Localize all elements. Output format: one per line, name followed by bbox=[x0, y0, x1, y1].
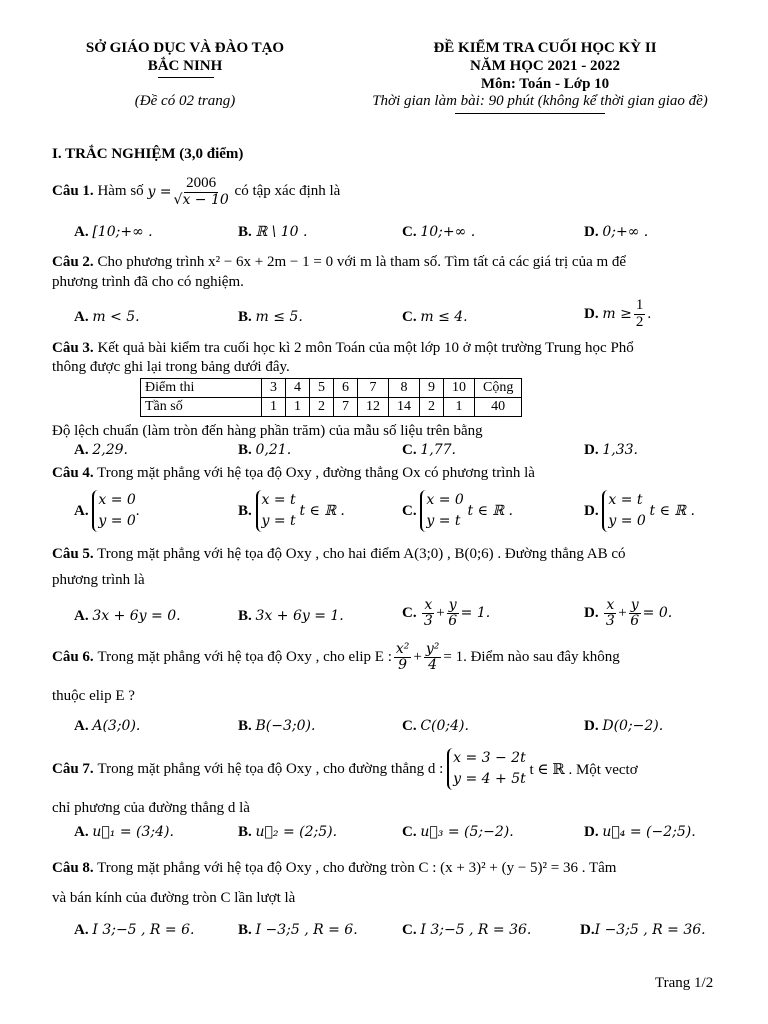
section-title: I. TRẮC NGHIỆM (3,0 điểm) bbox=[52, 146, 244, 162]
option-label: D. bbox=[584, 442, 599, 458]
option-value: ℝ \ 10 . bbox=[255, 224, 308, 240]
numerator: x bbox=[424, 597, 433, 613]
option-d[interactable] bbox=[584, 442, 638, 459]
option-label: C. bbox=[402, 604, 417, 621]
option-c[interactable] bbox=[402, 922, 531, 939]
option-label: A. bbox=[74, 608, 89, 624]
math-y: y = bbox=[147, 183, 172, 200]
question-label: Câu 3. bbox=[52, 340, 94, 356]
numerator: 1 bbox=[635, 297, 644, 313]
question-3 bbox=[52, 340, 634, 357]
question-text-cont: chỉ phương của đường thẳng d là bbox=[52, 800, 250, 816]
option-d[interactable] bbox=[584, 824, 696, 841]
option-label: A. bbox=[74, 718, 89, 734]
equation-line: x = 0 bbox=[426, 492, 464, 508]
option-value: u⃗₁ = (3;4). bbox=[92, 824, 174, 840]
table-cell: 2 bbox=[420, 398, 444, 417]
question-text-cont: và bán kính của đường tròn C lần lượt là bbox=[52, 890, 296, 906]
denominator: 4 bbox=[428, 656, 438, 673]
denominator: 6 bbox=[448, 612, 458, 629]
equation-line: x = 0 bbox=[98, 492, 136, 508]
question-4 bbox=[52, 465, 535, 482]
denominator: 9 bbox=[398, 656, 408, 673]
table-cell: 8 bbox=[389, 379, 420, 398]
option-a[interactable] bbox=[74, 309, 140, 326]
question-label: Câu 7. bbox=[52, 760, 94, 777]
question-label: Câu 6. bbox=[52, 648, 94, 665]
option-value: 10;+∞ . bbox=[420, 224, 476, 240]
option-label: D. bbox=[584, 224, 599, 240]
page-count-note: (Đề có 02 trang) bbox=[134, 93, 236, 109]
fraction bbox=[394, 642, 412, 672]
equation-system bbox=[602, 490, 645, 532]
option-b[interactable] bbox=[238, 608, 344, 625]
option-value: I 3;−5 , R = 36. bbox=[420, 922, 532, 938]
option-label: A. bbox=[74, 224, 89, 240]
parameter-domain: t ∈ ℝ . bbox=[649, 503, 695, 519]
option-label: A. bbox=[74, 309, 89, 325]
option-value: m < 5. bbox=[92, 309, 140, 325]
equation-system bbox=[256, 490, 296, 532]
option-label: C. bbox=[402, 442, 417, 458]
option-value: 3x + 6y = 1. bbox=[255, 608, 344, 624]
numerator: y bbox=[448, 597, 457, 613]
option-value: u⃗₂ = (2;5). bbox=[255, 824, 338, 840]
numerator: 2006 bbox=[186, 175, 217, 191]
option-d[interactable] bbox=[580, 922, 706, 939]
option-label: B. bbox=[238, 922, 252, 938]
option-label: B. bbox=[238, 309, 252, 325]
question-2 bbox=[52, 254, 626, 271]
option-label: B. bbox=[238, 442, 252, 458]
department-name: SỞ GIÁO DỤC VÀ ĐÀO TẠO bbox=[85, 40, 285, 56]
option-value: B(−3;0). bbox=[255, 718, 316, 734]
option-a[interactable] bbox=[74, 718, 140, 735]
option-c[interactable] bbox=[402, 309, 468, 326]
table-cell: 14 bbox=[389, 398, 420, 417]
option-c[interactable] bbox=[402, 824, 514, 841]
option-value: 1,33. bbox=[602, 442, 638, 458]
header-underline-right bbox=[455, 113, 605, 114]
numerator: y² bbox=[425, 641, 440, 657]
option-value: 1,77. bbox=[420, 442, 456, 458]
option-label: A. bbox=[74, 824, 89, 840]
option-value: I −3;5 , R = 36. bbox=[594, 922, 706, 938]
question-7 bbox=[52, 748, 638, 790]
denominator: 3 bbox=[605, 612, 615, 629]
table-cell: 4 bbox=[286, 379, 310, 398]
equation-line: y = t bbox=[426, 513, 461, 529]
fraction bbox=[604, 598, 616, 628]
question-label: Câu 4. bbox=[52, 465, 94, 481]
option-value: 2,29. bbox=[92, 442, 128, 458]
question-text: Trong mặt phẳng với hệ tọa độ Oxy , cho đường tròn C : (x + 3)² + (y − 5)² = 36 . Tâm bbox=[97, 860, 617, 876]
exam-title: ĐỀ KIỂM TRA CUỐI HỌC KỲ II bbox=[433, 40, 657, 56]
option-b[interactable] bbox=[238, 718, 315, 735]
question-text: = 1. Điểm nào sau đây không bbox=[443, 648, 620, 665]
fraction bbox=[174, 176, 229, 207]
question-text-cont: thông được ghi lại trong bảng dưới đây. bbox=[52, 359, 290, 375]
table-cell: 10 bbox=[444, 379, 475, 398]
option-value: C(0;4). bbox=[420, 718, 469, 734]
table-cell: 9 bbox=[420, 379, 444, 398]
option-a[interactable] bbox=[74, 490, 140, 532]
equation-system bbox=[420, 490, 463, 532]
option-d[interactable] bbox=[584, 718, 663, 735]
table-cell: 7 bbox=[358, 379, 389, 398]
option-c[interactable] bbox=[402, 718, 469, 735]
table-cell: Điểm thi bbox=[141, 379, 262, 398]
question-text: Trong mặt phẳng với hệ tọa độ Oxy , cho đường thẳng d : bbox=[97, 760, 444, 777]
option-b[interactable] bbox=[238, 824, 337, 841]
option-b[interactable] bbox=[238, 224, 307, 241]
option-label: B. bbox=[238, 824, 252, 840]
option-value: I 3;−5 , R = 6. bbox=[92, 922, 195, 938]
option-value: [10;+∞ . bbox=[92, 224, 153, 240]
option-label: C. bbox=[402, 502, 417, 519]
question-label: Câu 5. bbox=[52, 546, 94, 562]
numerator: x² bbox=[395, 641, 410, 657]
option-a[interactable] bbox=[74, 922, 194, 939]
option-value: A(3;0). bbox=[92, 718, 141, 734]
fraction bbox=[422, 598, 434, 628]
equation-line: y = t bbox=[261, 513, 296, 529]
question-text: Kết quả bài kiểm tra cuối học kì 2 môn Toán của một lớp 10 ở một trường Trung học Phổ bbox=[97, 340, 634, 356]
fraction bbox=[634, 298, 646, 331]
option-b[interactable] bbox=[238, 922, 358, 939]
table-cell: 2 bbox=[310, 398, 334, 417]
equation-line: y = 4 + 5t bbox=[453, 771, 526, 787]
option-value: u⃗₃ = (5;−2). bbox=[420, 824, 514, 840]
option-c[interactable] bbox=[402, 442, 456, 459]
question-8 bbox=[52, 860, 616, 877]
equation-line: y = 0 bbox=[98, 513, 136, 529]
parameter-domain: t ∈ ℝ . bbox=[467, 503, 513, 519]
question-text-cont: thuộc elip E ? bbox=[52, 688, 135, 704]
equation-line: x = t bbox=[608, 492, 643, 508]
option-label: B. bbox=[238, 718, 252, 734]
question-text: t ∈ ℝ . Một vectơ bbox=[529, 761, 638, 778]
option-label: D. bbox=[580, 922, 595, 938]
option-label: A. bbox=[74, 502, 89, 519]
table-cell: 7 bbox=[334, 398, 358, 417]
option-label: D. bbox=[584, 824, 599, 840]
option-b[interactable] bbox=[238, 490, 345, 532]
page-number: Trang 1/2 bbox=[655, 975, 714, 991]
question-5 bbox=[52, 546, 626, 563]
option-b[interactable] bbox=[238, 309, 303, 326]
option-label: D. bbox=[584, 718, 599, 734]
option-d[interactable] bbox=[584, 298, 651, 331]
option-label: A. bbox=[74, 922, 89, 938]
school-year: NĂM HỌC 2021 - 2022 bbox=[470, 58, 620, 74]
option-b[interactable] bbox=[238, 442, 291, 459]
option-value: = 0. bbox=[642, 605, 673, 622]
option-label: C. bbox=[402, 224, 417, 240]
question-text: Trong mặt phẳng với hệ tọa độ Oxy , cho elip E : bbox=[97, 648, 392, 665]
option-a[interactable] bbox=[74, 608, 181, 625]
table-cell: 3 bbox=[262, 379, 286, 398]
denominator: 2 bbox=[635, 313, 644, 330]
denominator: 3 bbox=[423, 612, 433, 629]
fraction bbox=[447, 598, 459, 628]
option-value: 0;+∞ . bbox=[602, 224, 649, 240]
table-cell: 5 bbox=[310, 379, 334, 398]
period: . bbox=[135, 502, 140, 519]
option-c[interactable] bbox=[402, 224, 475, 241]
option-value: D(0;−2). bbox=[602, 718, 664, 734]
option-value: m ≤ 5. bbox=[255, 309, 303, 325]
option-value: 3x + 6y = 0. bbox=[92, 608, 181, 624]
option-label: C. bbox=[402, 309, 417, 325]
option-label: C. bbox=[402, 824, 417, 840]
equation-system bbox=[447, 748, 526, 790]
denominator: 6 bbox=[630, 612, 640, 629]
table-cell: 6 bbox=[334, 379, 358, 398]
header-underline-left bbox=[158, 77, 214, 78]
fraction bbox=[629, 598, 641, 628]
table-cell: 1 bbox=[262, 398, 286, 417]
option-label: D. bbox=[584, 604, 599, 621]
subject: Môn: Toán - Lớp 10 bbox=[480, 76, 610, 92]
question-label: Câu 8. bbox=[52, 860, 94, 876]
frequency-table bbox=[140, 378, 522, 417]
option-label: D. bbox=[584, 305, 599, 322]
option-label: D. bbox=[584, 502, 599, 519]
option-label: C. bbox=[402, 718, 417, 734]
equation-line: x = 3 − 2t bbox=[453, 750, 526, 766]
question-1 bbox=[52, 176, 340, 207]
option-value: u⃗₄ = (−2;5). bbox=[602, 824, 696, 840]
question-text-cont: Độ lệch chuẩn (làm tròn đến hàng phần trăm) của mẫu số liệu trên bằng bbox=[52, 423, 483, 439]
province-name: BẮC NINH bbox=[147, 58, 223, 74]
question-text: Trong mặt phẳng với hệ tọa độ Oxy , đường thẳng Ox có phương trình là bbox=[97, 465, 535, 481]
table-row bbox=[141, 379, 522, 398]
fraction bbox=[424, 642, 442, 672]
option-d[interactable] bbox=[584, 490, 695, 532]
option-a[interactable] bbox=[74, 824, 174, 841]
option-d[interactable] bbox=[584, 224, 648, 241]
table-cell: 1 bbox=[286, 398, 310, 417]
table-cell: 40 bbox=[475, 398, 522, 417]
option-value: I −3;5 , R = 6. bbox=[255, 922, 358, 938]
question-label: Câu 2. bbox=[52, 254, 94, 270]
question-text: Hàm số bbox=[97, 183, 144, 200]
option-value: m ≥ bbox=[602, 306, 632, 323]
table-cell: 1 bbox=[444, 398, 475, 417]
numerator: x bbox=[606, 597, 615, 613]
option-a[interactable] bbox=[74, 442, 128, 459]
equation-line: y = 0 bbox=[608, 513, 646, 529]
period: . bbox=[647, 305, 652, 322]
option-d[interactable]: D. $\frac{x}{3}$ + $\frac{y}{6}$ = 0. bbox=[584, 597, 673, 629]
equation-line: x = t bbox=[261, 492, 296, 508]
option-value: m ≤ 4. bbox=[420, 309, 468, 325]
question-label: Câu 1. bbox=[52, 183, 94, 200]
question-text: Cho phương trình x² − 6x + 2m − 1 = 0 với m là tham số. Tìm tất cả các giá trị của m để bbox=[97, 254, 627, 270]
time-allowed: Thời gian làm bài: 90 phút (không kể thời gian giao đề) bbox=[372, 93, 708, 109]
equation-system bbox=[92, 490, 135, 532]
option-label: B. bbox=[238, 608, 252, 624]
question-text-cont: phương trình là bbox=[52, 572, 145, 588]
option-value: = 1. bbox=[460, 605, 491, 622]
table-cell: Cộng bbox=[475, 379, 522, 398]
option-value: 0,21. bbox=[255, 442, 292, 458]
table-cell: 12 bbox=[358, 398, 389, 417]
table-row bbox=[141, 398, 522, 417]
option-a[interactable] bbox=[74, 224, 153, 241]
option-label: B. bbox=[238, 502, 252, 519]
question-text-cont: phương trình đã cho có nghiệm. bbox=[52, 274, 244, 290]
option-c[interactable]: C. $\frac{x}{3}$ + $\frac{y}{6}$ = 1. bbox=[402, 597, 491, 629]
option-label: B. bbox=[238, 224, 252, 240]
question-6: Câu 6. Trong mặt phẳng với hệ tọa độ Oxy , cho elip E : $\frac{\text{x²}}{9}$ + $\frac{\text{y²}}{4}$ = 1. Điểm nào sau đây không bbox=[52, 641, 620, 673]
denominator: √x − 10 bbox=[173, 191, 229, 208]
question-text: Trong mặt phẳng với hệ tọa độ Oxy , cho hai điểm A(3;0) , B(0;6) . Đường thẳng AB có bbox=[97, 546, 626, 562]
option-c[interactable] bbox=[402, 490, 513, 532]
table-cell: Tần số bbox=[141, 398, 262, 417]
option-label: A. bbox=[74, 442, 89, 458]
option-label: C. bbox=[402, 922, 417, 938]
question-text: có tập xác định là bbox=[234, 183, 341, 200]
parameter-domain: t ∈ ℝ . bbox=[299, 503, 345, 519]
numerator: y bbox=[630, 597, 639, 613]
